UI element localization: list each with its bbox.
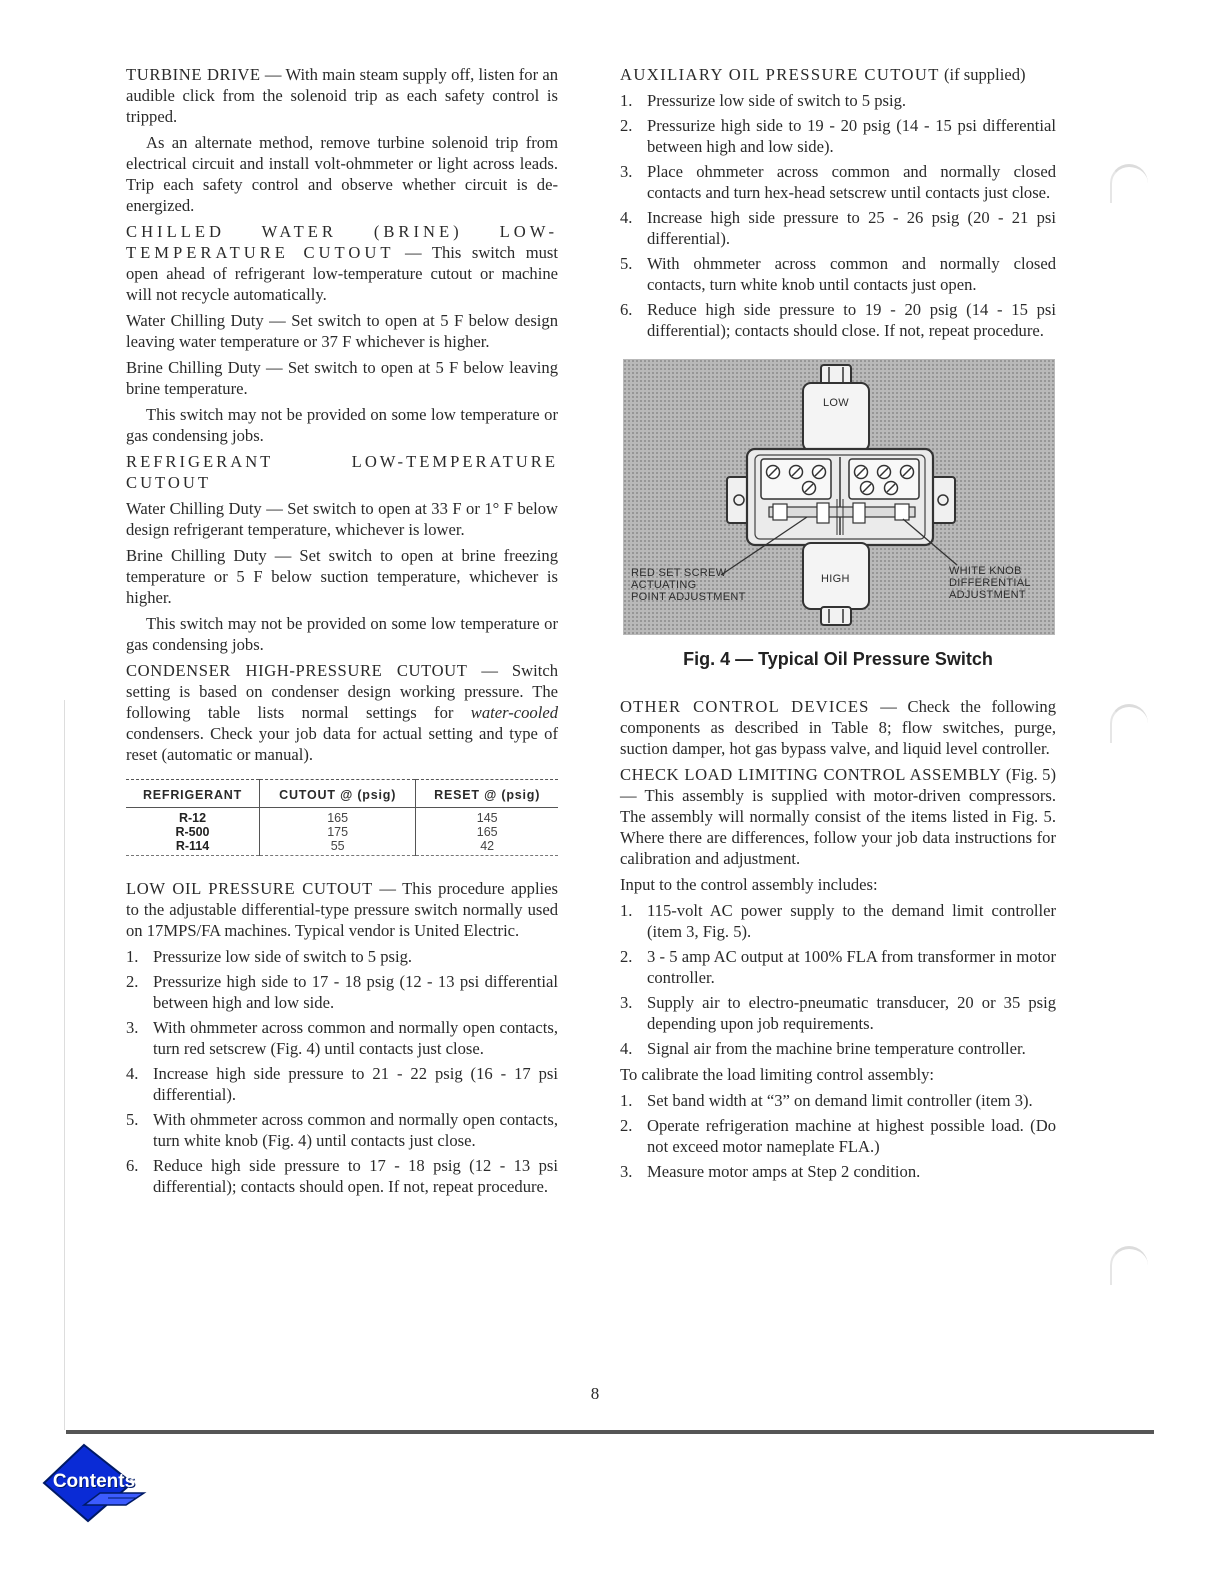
white-knob-label <box>949 565 1031 601</box>
right-column <box>620 64 1056 1187</box>
chilled-water-heading: CHILLED WATER (BRINE) LOW-TEMPERATURE CUTOUT <box>126 222 558 262</box>
refrigerant-heading: REFRIGERANT LOW-TEMPERATURE CUTOUT <box>126 452 558 492</box>
condenser-text-2: condensers. Check your job data for actual setting and type of reset (automatic or manual). <box>126 724 558 764</box>
aux-paragraph <box>620 64 1056 85</box>
input-steps <box>620 900 1056 1059</box>
table-row <box>126 839 558 856</box>
red-set-screw-label <box>631 567 746 603</box>
white-label-line: DIFFERENTIAL <box>949 577 1031 589</box>
table-cell: 175 <box>259 825 415 839</box>
binder-hole <box>1110 704 1148 743</box>
contents-button[interactable] <box>40 1443 150 1523</box>
page-edge-shadow <box>64 700 65 1430</box>
turbine-drive-heading: TURBINE DRIVE <box>126 65 261 84</box>
page-number: 8 <box>590 1384 600 1403</box>
list-item: 2. Operate refrigeration machine at highest possible load. (Do not exceed motor nameplate FLA.) <box>620 1116 1056 1156</box>
table-cell: R-114 <box>126 839 259 856</box>
list-item: 3. Measure motor amps at Step 2 condition. <box>620 1162 921 1181</box>
aux-heading: AUXILIARY OIL PRESSURE CUTOUT <box>620 65 940 84</box>
page-bottom-rule <box>66 1430 1154 1434</box>
list-item: 6. Reduce high side pressure to 19 - 20 psig (14 - 15 psi differential); contacts should close. If not, repeat procedure. <box>620 300 1056 340</box>
binder-hole <box>1110 164 1148 203</box>
low-oil-paragraph <box>126 878 558 941</box>
low-label: LOW <box>823 397 849 409</box>
white-label-line: ADJUSTMENT <box>949 589 1026 601</box>
table-header-row <box>126 780 558 808</box>
list-item: 4. Signal air from the machine brine temperature controller. <box>620 1039 1026 1058</box>
chilled-water-paragraph <box>126 221 558 305</box>
table-cell: 165 <box>416 825 558 839</box>
list-item: 4. Increase high side pressure to 21 - 22 psig (16 - 17 psi differential). <box>126 1064 558 1104</box>
table-header: RESET @ (psig) <box>416 780 558 808</box>
refrigerant-brine-duty: Brine Chilling Duty — Set switch to open at brine freezing temperature or 5 F below suction temperature, whichever is higher. <box>126 546 558 607</box>
refrigerant-note: This switch may not be provided on some low temperature or gas condensing jobs. <box>126 614 558 654</box>
table-header: REFRIGERANT <box>126 780 259 808</box>
binder-hole <box>1110 1246 1148 1285</box>
condenser-paragraph <box>126 660 558 765</box>
chilled-water-duty: Water Chilling Duty — Set switch to open at 5 F below design leaving water temperature or 37 F whichever is higher. <box>126 311 558 351</box>
load-limiting-heading: CHECK LOAD LIMITING CONTROL ASSEMBLY <box>620 765 1002 784</box>
list-item: 5. With ohmmeter across common and normally closed contacts, turn white knob until contacts just open. <box>620 254 1056 294</box>
list-item: 4. Increase high side pressure to 25 - 26 psig (20 - 21 psi differential). <box>620 208 1056 248</box>
figure-caption: Fig. 4 — Typical Oil Pressure Switch <box>683 649 993 669</box>
input-intro: Input to the control assembly includes: <box>620 875 878 894</box>
list-item: 1. Pressurize low side of switch to 5 psig. <box>620 91 907 110</box>
list-item: 2. Pressurize high side to 19 - 20 psig (14 - 15 psi differential between high and low side). <box>620 116 1056 156</box>
turbine-drive-paragraph <box>126 64 558 127</box>
red-label-line: RED SET SCREW <box>631 567 727 579</box>
load-limiting-paragraph <box>620 764 1056 869</box>
low-oil-text: — This procedure applies to the adjustable differential-type pressure switch normally used on 17MPS/FA machines. Typical vendor is United Electric. <box>126 879 558 940</box>
low-oil-steps <box>126 946 558 1197</box>
contents-label: Contents <box>52 1471 136 1492</box>
chilled-note: This switch may not be provided on some low temperature or gas condensing jobs. <box>126 405 558 445</box>
list-item: 2. Pressurize high side to 17 - 18 psig (12 - 13 psi differential between high and low side. <box>126 972 558 1012</box>
alternate-method-paragraph: As an alternate method, remove turbine solenoid trip from electrical circuit and install volt-ohmmeter or light across leads. Trip each safety control and observe whether circuit is de-energized. <box>126 133 558 215</box>
other-devices-text: — Check the following components as described in Table 8; flow switches, purge, suction damper, hot gas bypass valve, and liquid level controller. <box>620 697 1056 758</box>
list-item: 3. Place ohmmeter across common and normally closed contacts and turn hex-head setscrew until contacts just close. <box>620 162 1056 202</box>
load-limiting-text: (Fig. 5) — This assembly is supplied with motor-driven compressors. The assembly will normally consist of the items listed in Fig. 5. Where there are differences, follow your job data instructions for calibration and adjustment. <box>620 765 1056 868</box>
red-label-line: POINT ADJUSTMENT <box>631 591 746 603</box>
list-item: 5. With ohmmeter across common and normally open contacts, turn white knob (Fig. 4) until contacts just close. <box>126 1110 558 1150</box>
table-cell: 42 <box>416 839 558 856</box>
condenser-text-1: — Switch setting is based on condenser design working pressure. The following table lists normal settings for <box>126 661 558 722</box>
refrigerant-water-duty: Water Chilling Duty — Set switch to open at 33 F or 1° F below design refrigerant temperature, whichever is lower. <box>126 499 558 539</box>
high-label: HIGH <box>821 573 850 585</box>
calibrate-intro: To calibrate the load limiting control assembly: <box>620 1065 935 1084</box>
list-item: 1. Pressurize low side of switch to 5 psig. <box>126 947 413 966</box>
list-item: 3. Supply air to electro-pneumatic transducer, 20 or 35 psig depending upon job requirements. <box>620 993 1056 1033</box>
white-label-line: WHITE KNOB <box>949 565 1022 577</box>
aux-suffix: (if supplied) <box>939 65 1026 84</box>
red-label-line: ACTUATING <box>631 579 697 591</box>
turbine-drive-text: — With main steam supply off, listen for an audible click from the solenoid trip as each safety control is tripped. <box>126 65 558 126</box>
table-cell: 55 <box>259 839 415 856</box>
calibrate-steps <box>620 1090 1056 1182</box>
other-devices-paragraph <box>620 696 1056 759</box>
list-item: 1. Set band width at “3” on demand limit controller (item 3). <box>620 1091 1033 1110</box>
table-cell: 145 <box>416 808 558 826</box>
chilled-brine-duty: Brine Chilling Duty — Set switch to open at 5 F below leaving brine temperature. <box>126 358 558 398</box>
table-cell: R-12 <box>178 811 207 825</box>
list-item: 6. Reduce high side pressure to 17 - 18 psig (12 - 13 psi differential); contacts should open. If not, repeat procedure. <box>126 1156 558 1196</box>
settings-table <box>126 779 558 856</box>
oil-pressure-switch-figure <box>623 359 1055 635</box>
condenser-heading: CONDENSER HIGH-PRESSURE CUTOUT <box>126 661 468 680</box>
left-column <box>126 64 558 1202</box>
list-item: 3. With ohmmeter across common and normally open contacts, turn red setscrew (Fig. 4) until contacts just close. <box>126 1018 558 1058</box>
table-row <box>126 808 558 826</box>
aux-steps <box>620 90 1056 341</box>
table-header: CUTOUT @ (psig) <box>259 780 415 808</box>
table-cell: R-500 <box>175 825 210 839</box>
table-row <box>126 825 558 839</box>
list-item: 1. 115-volt AC power supply to the demand limit controller (item 3, Fig. 5). <box>620 901 1056 941</box>
other-devices-heading: OTHER CONTROL DEVICES <box>620 697 870 716</box>
list-item: 2. 3 - 5 amp AC output at 100% FLA from transformer in motor controller. <box>620 947 1056 987</box>
chilled-water-text: — This switch must open ahead of refrigerant low-temperature cutout or machine will not recycle automatically. <box>126 243 559 304</box>
table-cell: 165 <box>259 808 415 826</box>
condenser-emphasis: water-cooled <box>470 703 558 722</box>
low-oil-heading: LOW OIL PRESSURE CUTOUT <box>126 879 373 898</box>
